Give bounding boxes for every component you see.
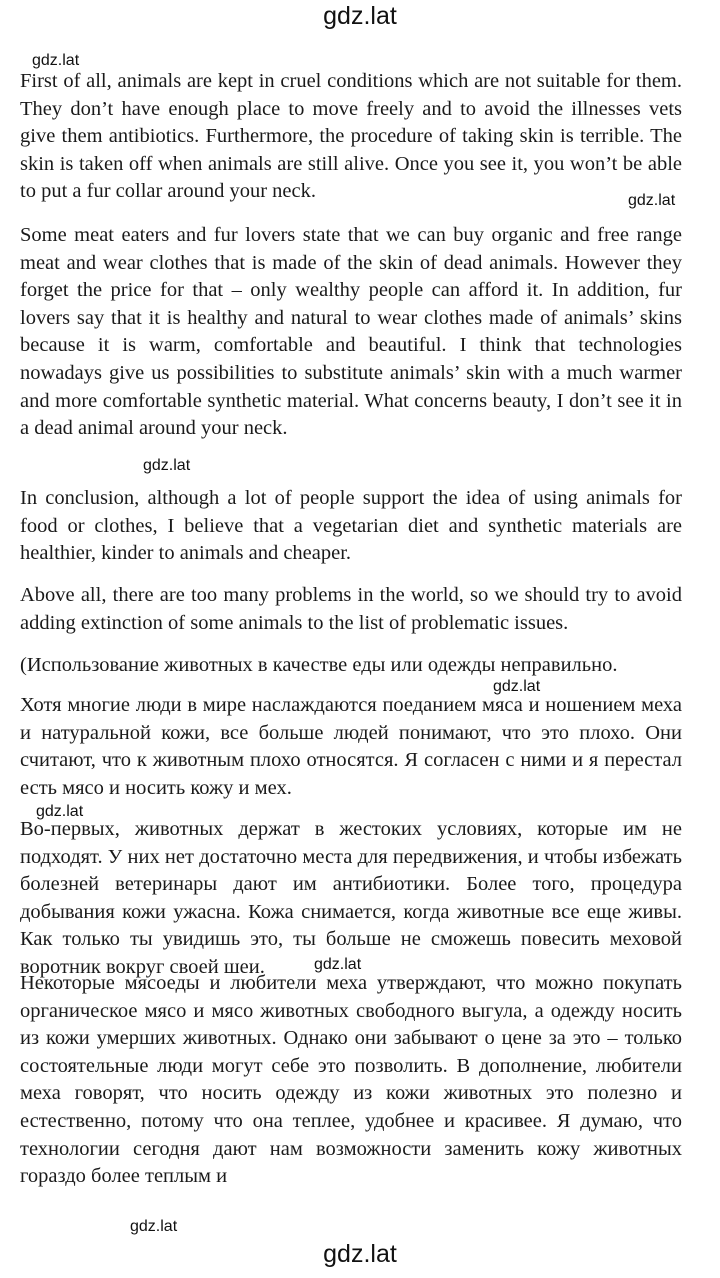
watermark-label: gdz.lat xyxy=(32,52,80,69)
site-header-watermark: gdz.lat xyxy=(323,2,397,30)
paragraph: Некоторые мясоеды и любители меха утверждают, что можно покупать органическое мясо и мясо животных свободного выгула, а одежду носить из кожи умерших животных. Однако они забывают о цене за это – только состоятельные люди могут себе это позволить. В дополнение, любители меха говорят, что носить одежду из кожи животных это полезно и естественно, потому что она теплее, удобнее и красивее. Я думаю, что технологии сегодня дают нам возможности заменить кожу животных гораздо более теплым и xyxy=(20,972,682,1188)
watermark-label: gdz.lat xyxy=(130,1218,178,1235)
watermark-label: gdz.lat xyxy=(493,678,541,695)
watermark-label: gdz.lat xyxy=(314,956,362,973)
paragraph: Above all, there are too many problems in the world, so we should try to avoid adding extinction of some animals to the list of problematic issues. xyxy=(20,584,682,634)
watermark-label: gdz.lat xyxy=(36,803,84,820)
watermark-label: gdz.lat xyxy=(628,192,676,209)
paragraph: In conclusion, although a lot of people support the idea of using animals for food or clothes, I believe that a vegetarian diet and synthetic materials are healthier, kinder to animals and cheaper. xyxy=(20,487,682,565)
paragraph: First of all, animals are kept in cruel conditions which are not suitable for them. They don’t have enough place to move freely and to avoid the illnesses vets give them antibiotics. Furthermore, the procedure of taking skin is terrible. The skin is taken off when animals are still alive. Once you see it, you won’t be able to put a fur collar around your neck. xyxy=(20,70,682,203)
paragraph: Хотя многие люди в мире наслаждаются поеданием мяса и ношением меха и натуральной кожи, все больше людей понимают, что это плохо. Они считают, что к животным плохо относятся. Я согласен с ними и я перестал есть мясо и носить кожу и мех. xyxy=(20,694,682,799)
paragraph: Some meat eaters and fur lovers state that we can buy organic and free range meat and wear clothes that is made of the skin of dead animals. However they forget the price for that – only wealthy people can afford it. In addition, fur lovers say that it is healthy and natural to wear clothes made of animals’ skins because it is warm, comfortable and beautiful. I think that technologies nowadays give us possibilities to substitute animals’ skin with a much warmer and more comfortable synthetic material. What concerns beauty, I don’t see it in a dead animal around your neck. xyxy=(20,224,682,440)
site-footer-watermark: gdz.lat xyxy=(323,1240,397,1268)
paragraph: (Использование животных в качестве еды или одежды неправильно. xyxy=(20,654,618,676)
paragraph: Во-первых, животных держат в жестоких условиях, которые им не подходят. У них нет достаточно места для передвижения, и чтобы избежать болезней ветеринары дают им антибиотики. Более того, процедура добывания кожи ужасна. Кожа снимается, когда животные все еще живы. Как только ты увидишь это, ты больше не сможешь повесить меховой воротник вокруг своей шеи. xyxy=(20,818,682,978)
watermark-label: gdz.lat xyxy=(143,457,191,474)
